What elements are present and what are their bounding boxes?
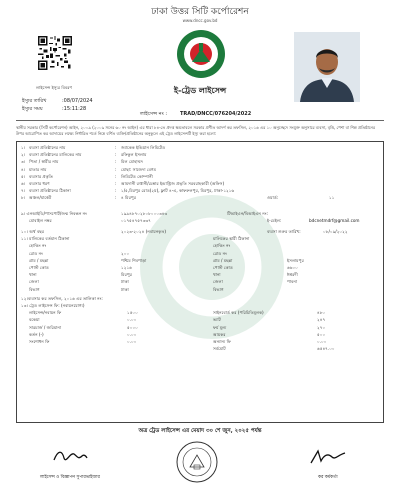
fiscal-row [17, 228, 383, 235]
permanent-address-field: জেলা [213, 279, 223, 285]
address-row [17, 250, 383, 257]
fee-row [17, 316, 383, 323]
detail-row [17, 194, 383, 201]
fee-label: বকেয়া [29, 317, 40, 323]
present-address-value: মিরপুর [121, 272, 132, 278]
detail-number: ৪। [21, 166, 26, 172]
detail-value: লিমিটেড কোম্পানী [121, 173, 153, 179]
email-value: bdcnetmdrf@gmail.com [309, 217, 360, 223]
ward-value: ১১ [329, 195, 335, 201]
present-address-field: গ্রাম / মহল্লা [29, 257, 49, 263]
detail-label: ব্যবসা প্রতিষ্ঠানের ঠিকানা [29, 188, 71, 194]
license-title: ই-ট্রেড লাইসেন্স [173, 86, 227, 95]
detail-value: মিল মোহাম্মদ [121, 159, 143, 165]
intro-paragraph: স্থানীয় সরকার (সিটি কর্পোরেশন) আইন, ২০০৯ (২০০৯ সনের ৬০ নং আইন) এর ধারা ৮৪-তে প্রদত্ত ক্ষমতাবলে সরকার প্রণীত আদর্শ কর তফসিল, ২০১৬ এর ১০ অনুচ্ছেদে সংযুক্ত অনুসারে ব্যবসা, বৃত্তি, পেশা বা শিল্প প্রতিষ্ঠানের উপর আরোপিত কর আদায়ের লক্ষ্যে নির্ধারিত শর্তে নিম্নে বর্ণিত ব্যক্তি/প্রতিষ্ঠানের অনুকূলে এই ট্রেড লাইসেন্সটি ইস্যু করা হলো: [16, 125, 376, 136]
fee-value: ৪৮০ [317, 310, 326, 316]
fee-value: ০.০০ [127, 339, 137, 344]
fee-label: কর্তন (-) [29, 331, 44, 337]
address-row [17, 242, 383, 249]
fee-row [17, 338, 383, 345]
ward-label: ওয়ার্ড: [267, 195, 279, 201]
tax-officer-signature-icon [308, 447, 348, 467]
fee-value: ২৭০ [317, 324, 326, 330]
detail-label: অঞ্চল/মার্কেট [29, 195, 52, 201]
permanent-address-field: বিভাগ [213, 286, 224, 292]
address-row [17, 257, 383, 264]
fiscal-year-label: ১০। অর্থ বছর [21, 229, 45, 234]
detail-colon: : [115, 173, 117, 179]
detail-colon: : [115, 181, 117, 186]
fee-label: আয়কর [213, 331, 226, 337]
permanent-address-value: ঈশ্বরদী [287, 272, 298, 278]
fee-value: ০.০০ [127, 317, 137, 323]
detail-row [17, 151, 383, 158]
permanent-address-value: ৬৬০০ [287, 265, 298, 270]
fiscal-year-value: ২০২৩-২০২৪ (নবায়নকৃত) [121, 229, 166, 234]
present-address-value: ২০০ [121, 250, 130, 256]
detail-colon: : [115, 166, 117, 172]
address-row [17, 264, 383, 271]
detail-number: ৩। [21, 159, 26, 165]
fee-row [17, 309, 383, 316]
present-address-field: থানা [29, 272, 37, 278]
qr-caption: লাইসেন্স ইস্যুর বিবরণ [36, 85, 73, 90]
detail-label: ব্যবসা প্রতিষ্ঠানের নাম [29, 145, 66, 150]
detail-row [17, 144, 383, 151]
detail-label: ব্যবসার প্রকৃতি [29, 173, 53, 179]
present-address-field: রোড নং [29, 250, 43, 256]
start-date-label: ব্যবসা শুরুর তারিখ: [267, 229, 301, 234]
supervisor-signature-label: লাইসেন্স ও বিজ্ঞাপন সুপারভাইজার [40, 475, 100, 480]
license-no-value: TRAD/DNCC/076204/2022 [180, 111, 252, 117]
supervisor-signature-icon [52, 446, 88, 466]
qr-code-icon [38, 36, 72, 70]
fee-row [17, 324, 383, 331]
permanent-address-field: পোস্ট কোড [213, 265, 233, 270]
address-row [17, 278, 383, 285]
detail-value: ৪ মিরপুর [121, 195, 137, 201]
detail-colon: : [115, 195, 117, 201]
fee-value: ৫০০০ [127, 324, 138, 330]
mobile-row [17, 217, 383, 224]
detail-colon: : [115, 188, 117, 194]
detail-label: ব্যবসার ধরণ [29, 181, 50, 186]
detail-value: আমদানী রপ্তানী/চেম্বার ইন্ডাস্ট্রিজ প্রভৃতি সরবরাহকারী (অফিস) [121, 181, 225, 186]
dncc-logo-icon [176, 29, 226, 79]
issue-time-label: ইস্যুর সময় [22, 106, 43, 112]
detail-label: মাতার নাম [29, 166, 47, 172]
detail-number: ৫। [21, 173, 26, 179]
detail-value: রফিকুল ইসলাম [121, 152, 147, 158]
email-label: ই-মেইল: [267, 217, 282, 223]
address-row [17, 271, 383, 278]
detail-number: ১। [21, 145, 26, 150]
permanent-address-value: ইসলামপুর [287, 257, 304, 263]
header-divider [16, 120, 384, 121]
fee-label: সংশোধন ফি [29, 339, 50, 344]
nid-value: ১৯৯৪৮৭০২৮০৮০০০৩৪৩ [121, 210, 168, 216]
fee-label: সর্বমোট [213, 346, 226, 352]
permanent-address-value: পাবনা [287, 279, 298, 285]
license-details-box [16, 141, 384, 423]
address-header-row [17, 235, 383, 242]
present-address-value: ঢাকা [121, 279, 129, 285]
permanent-address-label: মালিকের স্থায়ী ঠিকানা [213, 236, 250, 242]
issue-time-value: :15:11:28 [62, 106, 87, 112]
detail-label: ব্যবসা প্রতিষ্ঠানের মালিকের নাম [29, 152, 82, 158]
permanent-address-field: রোড নং [213, 250, 227, 256]
start-date-value: ০৮/০৯/২০২২ [323, 229, 348, 234]
detail-label: পিতা / স্বামীর নাম [29, 159, 59, 165]
fee-label: লাইসেন্স/নবায়ন ফি [29, 310, 62, 316]
website-url: www.dncc.gov.bd [182, 18, 218, 23]
permanent-address-field: হোল্ডিং নং [213, 243, 231, 249]
detail-value: ১/৫,মিরপুর রোড(২য়), ফ্লাট ৪-এ, কাফরুলপুর, মিরপুর, ঢাকা-১২১৬ [121, 188, 235, 194]
address-row [17, 286, 383, 293]
detail-row [17, 173, 383, 180]
mobile-value: ০১৭৫৪৭৫৭৩৩৭ [121, 217, 151, 223]
detail-row [17, 187, 383, 194]
issue-date-value: :08/07/2024 [62, 98, 93, 104]
present-address-field: পোস্ট কোড [29, 265, 49, 270]
tin-label: টিআইএন/বিআইএন নং: [227, 210, 268, 216]
detail-number: ৭। [21, 188, 26, 194]
mobile-label: মোবাইল নম্বর [29, 217, 52, 223]
fee-label: ফর্ম মূল্য [213, 324, 227, 330]
present-address-label: ১১। মালিকের বর্তমান ঠিকানা [21, 236, 70, 242]
present-address-value: পশ্চিম শিবপাড়া [121, 257, 147, 263]
fee-value: ৬৫৪৭.০০ [317, 346, 335, 352]
detail-row [17, 166, 383, 173]
license-fee-label: ১৩। ট্রেড লাইসেন্স ফি: (নবায়নযোগ্য) [21, 303, 85, 308]
detail-number: ৬। [21, 181, 26, 186]
tax-officer-signature-label: কর কর্মকর্তা [318, 475, 338, 480]
detail-row [17, 158, 383, 165]
nid-label: ৯। এনআইডি/পাসপোর্ট/জন্ম নিবন্ধন নং [21, 210, 87, 216]
fee-label: সারচার্জ / জরিমানা [29, 324, 62, 330]
fee-value: ৫০০ [317, 331, 326, 337]
nid-row [17, 210, 383, 217]
detail-value: মোছা: সাজেদা বেগম [121, 166, 156, 172]
tax-schedule-label: ১২।ব্যবসার কর তফসিল, ২০১৬ এর তালিকা নং: [21, 295, 103, 301]
fee-row [17, 345, 383, 352]
detail-number: ২। [21, 152, 26, 158]
fee-row [17, 331, 383, 338]
fee-value: ১৫০০ [127, 310, 138, 316]
detail-colon: : [115, 145, 117, 150]
tax-schedule-row [17, 295, 383, 302]
present-address-value: ঢাকা [121, 286, 129, 292]
fee-label: সাইনবোর্ড কর (পরিচিতিমূলক) [213, 310, 264, 316]
fee-value: ০.০০ [127, 331, 137, 337]
present-address-field: হোল্ডিং নং [29, 243, 47, 249]
issue-date-label: ইস্যুর তারিখ [22, 98, 47, 104]
permanent-address-field: থানা [213, 272, 221, 278]
org-title: ঢাকা উত্তর সিটি কর্পোরেশন [151, 7, 249, 17]
present-address-field: জেলা [29, 279, 39, 285]
fee-label: ভ্যাট [213, 317, 221, 323]
validity-note: অত্র ট্রেড লাইসেন্স এর মেয়াদ ৩০ শে জুন, ২০২৫ পর্যন্ত [138, 428, 262, 434]
official-seal-icon [176, 441, 218, 483]
license-fee-row [17, 302, 383, 309]
present-address-field: বিভাগ [29, 286, 40, 292]
detail-number: ৮। [21, 195, 26, 201]
detail-colon: : [115, 159, 117, 165]
detail-value: জ্যাকেক ইন্ডিয়ান লিমিটেড [121, 145, 166, 150]
detail-row [17, 180, 383, 187]
detail-colon: : [115, 152, 117, 158]
present-address-value: ১২১৬ [121, 265, 132, 270]
license-no-label: লাইসেন্স নং : [140, 111, 168, 117]
fee-value: ২৪৭ [317, 317, 326, 323]
fee-label: অন্যান্য ফি [213, 339, 231, 344]
permanent-address-field: গ্রাম / মহল্লা [213, 257, 233, 263]
fee-value: ০.০০ [317, 339, 327, 344]
